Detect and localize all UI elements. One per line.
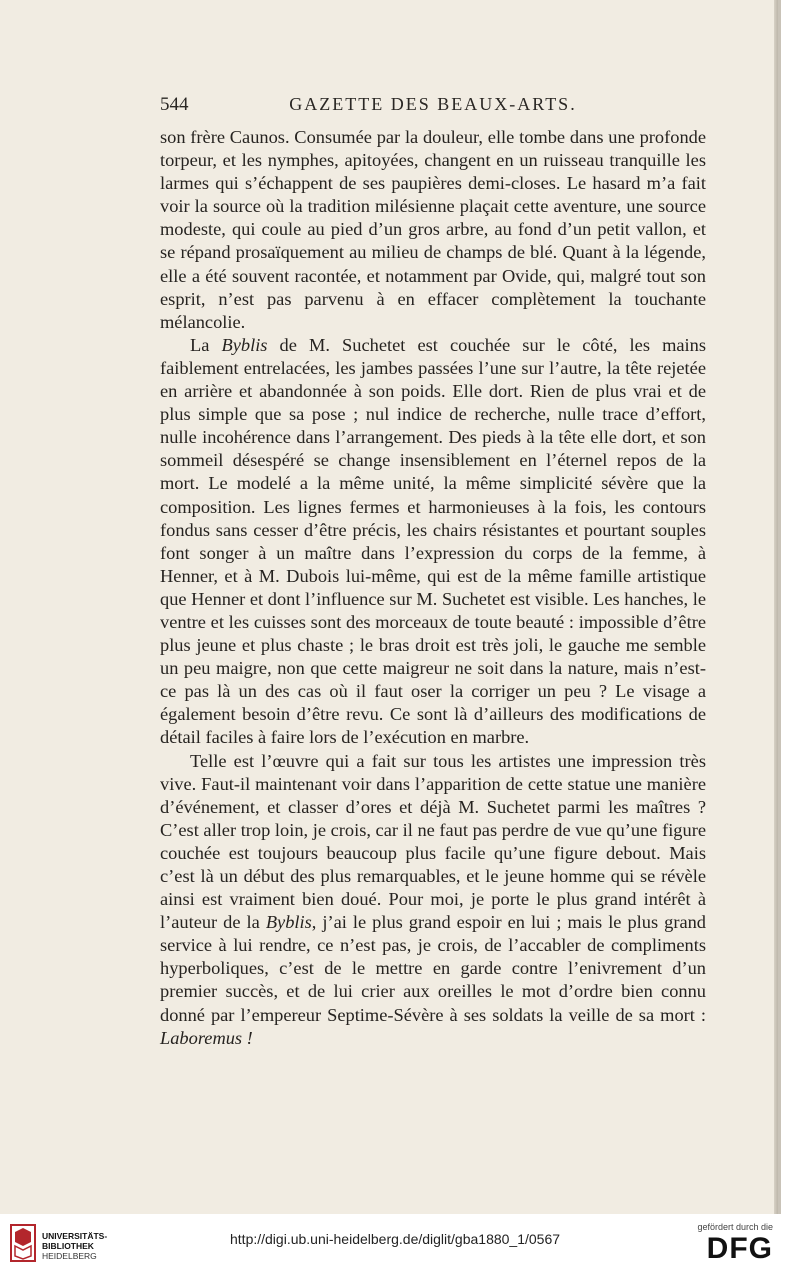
university-seal-icon [10, 1224, 36, 1262]
sponsor-block [697, 1222, 773, 1266]
paragraph [160, 126, 706, 334]
library-line-3: HEIDELBERG [42, 1251, 97, 1261]
text-run: de M. Suchetet est couchée sur le côté, les mains faiblement entrelacées, les jambes passées l’une sur l’autre, la tête rejetée en arrière et abandonnée à son poids. Elle dort. Rien de plus vrai et de plus simple que sa pose ; nul indice de recherche, nulle trace d’effort, nulle incohérence dans l’arrangement. Des pieds à la tête elle dort, et son sommeil désespéré se change insensiblement en l’éternel repos de la mort. Le modelé a la même unité, la même simplicité sévère que la composition. Les lignes fermes et harmonieuses à la fois, les contours fondus sans cesser d’être précis, les chairs résistantes et pourtant souples font songer à un maître dans l’expression du corps de la femme, à Henner, et à M. Dubois lui-même, qui est de la même famille artistique que Henner et dont l’influence sur M. Suchetet est visible. Les hanches, le ventre et les cuisses sont des morceaux de toute beauté : impossible d’être plus jeune et plus chaste ; le bras droit est très joli, le gauche me semble un peu maigre, non que cette maigreur ne soit dans la nature, mais n’est-ce pas là un des cas où il faut oser la corriger un peu ? Le visage a également besoin d’être revu. Ce sont là d’ailleurs des modifications de détail faciles à faire lors de l’exécution en marbre. [160, 334, 706, 748]
library-line-2: BIBLIOTHEK [42, 1241, 94, 1251]
paragraph [160, 750, 706, 1050]
journal-title: GAZETTE DES BEAUX-ARTS. [289, 94, 577, 114]
library-name [42, 1231, 107, 1261]
text-run: , j’ai le plus grand espoir en lui ; mais le plus grand service à lui rendre, ce n’est pas, je crois, de l’accabler de compliments hyperboliques, c’est de le mettre en garde contre l’enivrement d’un premier succès, et de lui crier aux oreilles le mot d’ordre bien connu donné par l’empereur Septime-Sévère à ses soldats la veille de sa mort : [160, 912, 706, 1025]
sponsor-label: gefördert durch die [697, 1222, 773, 1232]
paragraph [160, 334, 706, 750]
italic-run: Byblis [221, 334, 268, 355]
library-line-1: UNIVERSITÄTS- [42, 1231, 108, 1241]
page-number: 544 [160, 94, 189, 115]
italic-run: Laboremus ! [160, 1027, 253, 1048]
permalink[interactable]: http://digi.ub.uni-heidelberg.de/diglit/gba1880_1/0567 [230, 1231, 561, 1247]
italic-run: Byblis [265, 912, 312, 933]
page-edge [774, 0, 778, 1214]
running-header [160, 94, 706, 120]
text-run: La [190, 334, 222, 355]
footer-bar [0, 1214, 785, 1274]
dfg-logo: DFG [706, 1232, 773, 1265]
text-run: son frère Caunos. Consumée par la douleur, elle tombe dans une profonde torpeur, et les nymphes, apitoyées, changent en un ruisseau tranquille les larmes qui s’échappent de ses paupières demi-closes. Le hasard m’a fait voir la source où la tradition milésienne plaçait cette aventure, une source modeste, qui coule au pied d’un gros arbre, au fond d’un petit vallon, et se répand prosaïquement au milieu de champs de blé. Quant à la légende, elle a été souvent racontée, et notamment par Ovide, qui, malgré tout son esprit, n’est pas parvenu à en effacer complètement la touchante mélancolie. [160, 127, 706, 332]
article-body [160, 126, 706, 1050]
text-run: Telle est l’œuvre qui a fait sur tous les artistes une impression très vive. Faut-il maintenant voir dans l’apparition de cette statue une manière d’événement, et classer d’ores et déjà M. Suchetet parmi les maîtres ? C’est aller trop loin, je crois, car il ne faut pas perdre de vue qu’une figure couchée est toujours beaucoup plus facile qu’une figure debout. Mais c’est là un début des plus remarquables, et le jeune homme qui se révèle ainsi est vraiment bien doué. Pour moi, je porte le plus grand intérêt à l’auteur de la [160, 750, 706, 933]
